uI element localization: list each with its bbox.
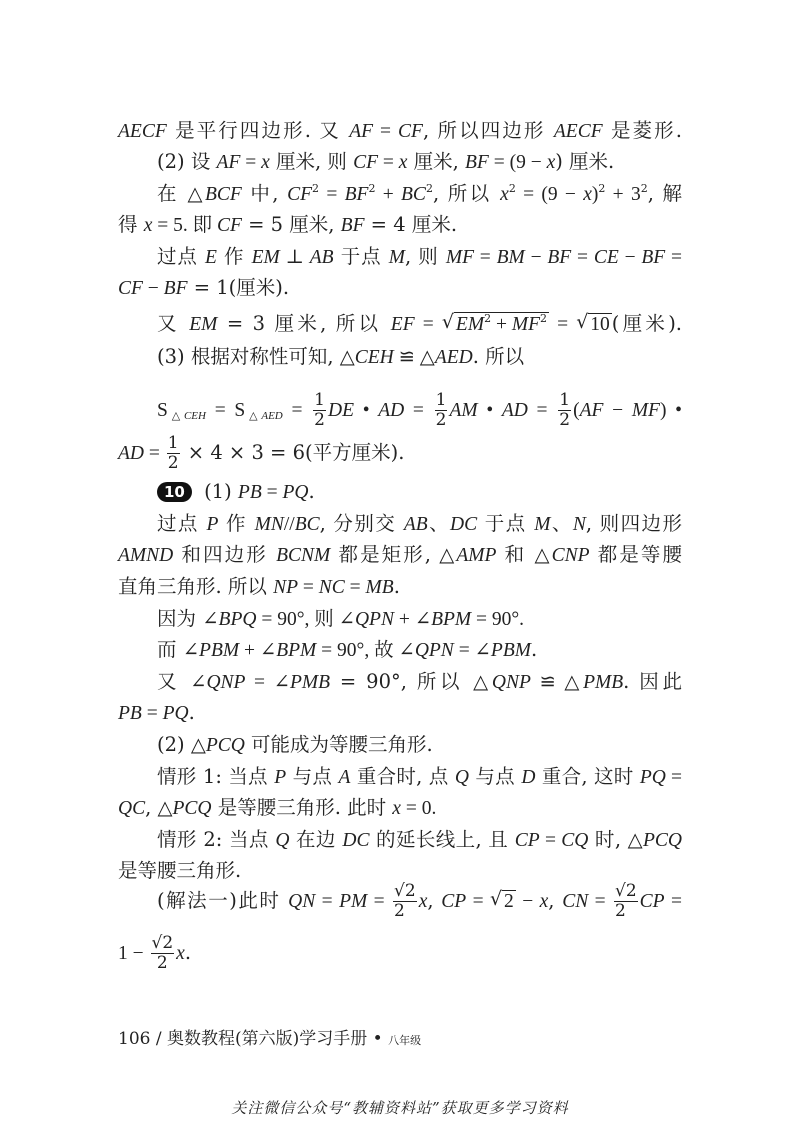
- math: =: [665, 767, 683, 788]
- math: = (9 −: [488, 152, 547, 173]
- book-title: 奥数教程(第六版)学习手册: [167, 1029, 368, 1049]
- math: −: [603, 400, 632, 421]
- math: D: [521, 767, 536, 788]
- math: AB: [403, 514, 428, 535]
- math: BPM: [276, 640, 317, 661]
- math: x: [143, 215, 153, 236]
- text: 重合时, 点: [350, 765, 455, 788]
- math: AF: [349, 121, 374, 142]
- fraction: [558, 391, 571, 430]
- math: =: [377, 152, 399, 173]
- text: 直角三角形. 所以: [118, 575, 274, 598]
- watermark-note: 关注微信公众号“教辅资料站”获取更多学习资料: [231, 1099, 569, 1117]
- subscript: △CEH: [167, 410, 206, 422]
- math: EM: [251, 247, 280, 268]
- text: 可能成为等腰三角形.: [244, 733, 433, 756]
- line-9: [118, 390, 682, 430]
- text: 得: [118, 213, 144, 236]
- text: × 4 × 3 = 6(平方厘米).: [181, 441, 405, 464]
- square-root: [491, 881, 516, 921]
- math: CNP: [551, 545, 590, 566]
- text: 、: [427, 512, 451, 535]
- math: QPN: [414, 640, 454, 661]
- math: S: [234, 400, 246, 421]
- math: AD: [118, 443, 144, 464]
- fraction: [167, 434, 180, 473]
- exponent: 2: [508, 182, 516, 195]
- exponent: 2: [425, 182, 433, 195]
- math: CP: [639, 891, 665, 912]
- exponent: 2: [312, 182, 320, 195]
- page-number: 106 /: [118, 1029, 162, 1049]
- math: x: [546, 152, 556, 173]
- text: (1): [197, 480, 238, 503]
- math: =: [373, 121, 399, 142]
- math: CF: [353, 152, 378, 173]
- text: 在 △: [157, 182, 205, 205]
- math: M: [388, 247, 405, 268]
- text: , 所以四边形: [422, 119, 554, 142]
- math: x: [583, 184, 592, 205]
- text: .: [188, 701, 195, 724]
- math: (: [573, 400, 580, 421]
- math: −: [142, 278, 164, 299]
- math: + ∠: [239, 640, 277, 661]
- exponent: 2: [598, 182, 606, 195]
- math: E: [205, 247, 217, 268]
- math: QNP: [206, 672, 246, 693]
- math: x: [392, 798, 401, 819]
- square-root: [443, 311, 549, 337]
- math: DC: [450, 514, 478, 535]
- text: = 1(厘米).: [187, 276, 290, 299]
- math: BF: [641, 247, 666, 268]
- line-24: [118, 881, 682, 921]
- numerator: 1: [314, 390, 325, 410]
- problem-number-badge: 10: [157, 482, 192, 502]
- math: =: [298, 577, 319, 598]
- text: = 5 厘米,: [241, 213, 341, 236]
- line-20: [118, 764, 682, 790]
- math: x: [398, 152, 408, 173]
- math: CN: [562, 891, 589, 912]
- math: BF: [340, 215, 365, 236]
- math: PQ: [162, 703, 189, 724]
- math: QC: [118, 798, 146, 819]
- math: 1 −: [118, 943, 149, 964]
- subscript: △AED: [245, 410, 283, 422]
- math: MF: [511, 314, 540, 335]
- math: QPN: [354, 609, 394, 630]
- math: CP: [441, 891, 467, 912]
- denominator: 2: [151, 953, 175, 973]
- line-19: [118, 732, 682, 758]
- math: S: [157, 400, 168, 421]
- math: CF: [398, 121, 423, 142]
- text: (2) 设: [157, 150, 217, 173]
- math: 10: [590, 314, 610, 335]
- math: +: [375, 184, 402, 205]
- exponent: 2: [368, 182, 376, 195]
- text: 过点: [157, 512, 207, 535]
- text: , 解: [647, 182, 683, 205]
- math: ) •: [659, 400, 682, 421]
- math: =: [319, 184, 345, 205]
- math: BCF: [204, 184, 242, 205]
- text: 与点: [286, 765, 339, 788]
- line-22: [118, 827, 682, 853]
- text: ,: [548, 889, 563, 912]
- text: 是等腰三角形.: [118, 859, 242, 882]
- line-13: [118, 542, 682, 568]
- text: 都是矩形, △: [330, 543, 457, 566]
- denominator: 2: [393, 901, 417, 921]
- math: •: [477, 400, 502, 421]
- line-7: [118, 311, 682, 337]
- math: ≌ △: [530, 672, 584, 693]
- math: CEH: [354, 347, 394, 368]
- math: AD: [501, 400, 528, 421]
- text: ,: [427, 889, 442, 912]
- denominator: 2: [314, 410, 325, 430]
- text: 情形 2: 当点: [157, 828, 276, 851]
- text: 中,: [241, 182, 288, 205]
- line-3: [118, 181, 682, 207]
- math: EM: [455, 314, 485, 335]
- math: N: [572, 514, 586, 535]
- numerator: √2: [615, 881, 637, 901]
- math: =: [548, 314, 577, 335]
- math: CF: [216, 215, 242, 236]
- math: =: [665, 247, 683, 268]
- math: DC: [342, 830, 370, 851]
- math: Q: [454, 767, 469, 788]
- text: , 则: [404, 245, 446, 268]
- math: PMB: [289, 672, 331, 693]
- line-14: [118, 574, 682, 600]
- numerator: √2: [151, 933, 174, 953]
- line-25: [118, 933, 682, 973]
- text: 和 △: [496, 543, 552, 566]
- math: QN: [288, 891, 316, 912]
- math: x: [418, 891, 428, 912]
- math: AM: [449, 400, 478, 421]
- line-1: [118, 118, 682, 144]
- math: ⊥: [279, 247, 310, 268]
- math: AD: [378, 400, 405, 421]
- math: P: [206, 514, 219, 535]
- numerator: 1: [167, 433, 179, 453]
- math: BF: [344, 184, 369, 205]
- math: ): [591, 184, 599, 205]
- math: x: [500, 184, 509, 205]
- denominator: 2: [559, 410, 571, 430]
- math: =: [240, 152, 262, 173]
- math: −: [524, 247, 548, 268]
- text: = 90°, 故 ∠: [316, 640, 415, 661]
- numerator: 1: [435, 390, 447, 410]
- math: + ∠: [393, 609, 432, 630]
- denominator: 2: [167, 453, 179, 473]
- text: 是平行四边形. 又: [166, 119, 350, 142]
- text: (解法一)此时: [157, 889, 289, 912]
- math: PBM: [199, 640, 240, 661]
- line-15: [118, 606, 682, 632]
- text: 情形 1: 当点: [157, 765, 275, 788]
- math: =: [144, 443, 165, 464]
- math: BC: [401, 184, 426, 205]
- denominator: 2: [435, 410, 447, 430]
- math: BF: [163, 278, 188, 299]
- text: , 所以: [432, 182, 501, 205]
- math: =: [141, 703, 163, 724]
- text: 厘米, 则: [269, 150, 354, 173]
- math: PCQ: [172, 798, 212, 819]
- math: CF: [118, 278, 143, 299]
- line-21: [118, 795, 682, 821]
- math: EM: [189, 314, 218, 335]
- text: 是等腰三角形. 此时: [211, 796, 393, 819]
- text: .: [308, 480, 315, 503]
- fraction: [435, 391, 448, 430]
- text: 于点: [333, 245, 389, 268]
- line-5: [118, 244, 682, 270]
- text: .: [530, 638, 538, 661]
- text: 过点: [157, 245, 205, 268]
- math: = (9 −: [515, 184, 584, 205]
- math: =: [473, 247, 497, 268]
- text: 在边: [289, 828, 343, 851]
- math: =: [539, 830, 562, 851]
- text: 时, △: [588, 828, 644, 851]
- math: PCQ: [643, 830, 683, 851]
- math: A: [338, 767, 351, 788]
- math: =: [261, 482, 283, 503]
- math: BM: [496, 247, 525, 268]
- math: ≌ △: [393, 347, 435, 368]
- math: = ∠: [453, 640, 491, 661]
- numerator: 1: [559, 390, 571, 410]
- text: 又: [157, 312, 190, 335]
- math: =: [571, 247, 594, 268]
- math: PQ: [282, 482, 309, 503]
- math: = 0.: [400, 798, 437, 819]
- text: .: [393, 575, 400, 598]
- math: x: [539, 891, 549, 912]
- math: x: [176, 943, 185, 964]
- square-root: [577, 311, 612, 337]
- math: x: [261, 152, 270, 173]
- math: +: [491, 314, 512, 335]
- grade-label: 八年级: [388, 1034, 422, 1047]
- text: 厘米,: [407, 150, 465, 173]
- text: 于点: [477, 512, 535, 535]
- text: 是菱形.: [602, 119, 682, 142]
- text: 、: [550, 512, 573, 535]
- line-2: [118, 149, 682, 175]
- text: , 分别交: [319, 512, 404, 535]
- text: , △: [145, 796, 173, 819]
- math: = 90°.: [471, 609, 525, 630]
- math: −: [515, 891, 540, 912]
- text: = 3 厘米, 所以: [217, 312, 391, 335]
- math: =: [315, 891, 340, 912]
- line-12: [118, 511, 682, 537]
- line-10: [118, 433, 682, 473]
- fraction: [313, 391, 326, 430]
- math: NP: [273, 577, 299, 598]
- math: =: [588, 891, 613, 912]
- math: BPM: [431, 609, 472, 630]
- text: . 所以: [472, 345, 525, 368]
- math: CP: [514, 830, 540, 851]
- line-6: [118, 275, 682, 301]
- math: AECF: [553, 121, 603, 142]
- text: 重合, 这时: [535, 765, 640, 788]
- text: , 则四边形: [585, 512, 682, 535]
- math: AF: [216, 152, 241, 173]
- math: AMP: [456, 545, 497, 566]
- text: 又 ∠: [157, 670, 207, 693]
- text: 都是等腰: [589, 543, 682, 566]
- math: //: [283, 514, 295, 535]
- text: = 90°, 则 ∠: [256, 609, 355, 630]
- text: = 5. 即: [152, 215, 217, 236]
- text: = 90°, 所以 △: [330, 670, 492, 693]
- fraction: [151, 934, 175, 973]
- separator: •: [367, 1029, 383, 1049]
- math: AECF: [118, 121, 167, 142]
- text: 作: [218, 512, 255, 535]
- math: AB: [309, 247, 334, 268]
- math: DE: [327, 400, 354, 421]
- math: NC: [318, 577, 345, 598]
- text: 而 ∠: [157, 638, 200, 661]
- fraction: [614, 882, 638, 921]
- math: CE: [593, 247, 619, 268]
- text: (3) 根据对称性可知, △: [157, 345, 355, 368]
- math: PB: [237, 482, 262, 503]
- math: PBM: [490, 640, 531, 661]
- math: Q: [275, 830, 290, 851]
- math: −: [618, 247, 642, 268]
- math: AED: [434, 347, 473, 368]
- text: . 因此: [623, 670, 682, 693]
- math: 2: [504, 891, 514, 912]
- math: PMB: [583, 672, 624, 693]
- math: =: [367, 891, 392, 912]
- text: (2) △: [157, 733, 206, 756]
- math: = ∠: [245, 672, 290, 693]
- text: (厘米).: [611, 312, 683, 335]
- math: QNP: [491, 672, 531, 693]
- math: =: [344, 577, 366, 598]
- denominator: 2: [614, 901, 638, 921]
- text: 作: [216, 245, 252, 268]
- math: =: [664, 891, 682, 912]
- math: AF: [579, 400, 604, 421]
- text: 因为 ∠: [157, 607, 219, 630]
- line-11: [118, 479, 682, 505]
- math: MB: [365, 577, 394, 598]
- math: CF: [287, 184, 313, 205]
- math: =: [414, 314, 442, 335]
- numerator: √2: [394, 881, 416, 901]
- text: ) 厘米.: [555, 150, 615, 173]
- math: =: [205, 400, 235, 421]
- math: =: [527, 400, 557, 421]
- math: MF: [445, 247, 474, 268]
- math: PCQ: [205, 735, 245, 756]
- line-16: [118, 637, 682, 663]
- text: 的延长线上, 且: [369, 828, 515, 851]
- text: = 4 厘米.: [364, 213, 458, 236]
- math: PB: [118, 703, 142, 724]
- exponent: 2: [640, 182, 648, 195]
- math: P: [274, 767, 287, 788]
- math: BF: [465, 152, 489, 173]
- math: •: [353, 400, 379, 421]
- math: BF: [547, 247, 572, 268]
- fraction: [393, 882, 417, 921]
- math: =: [282, 400, 312, 421]
- math: MF: [631, 400, 660, 421]
- line-4: [118, 212, 682, 238]
- text: 与点: [468, 765, 522, 788]
- exponent: 2: [484, 312, 492, 325]
- page-footer: [118, 1024, 421, 1049]
- math: CQ: [561, 830, 589, 851]
- math: + 3: [605, 184, 641, 205]
- math: =: [404, 400, 433, 421]
- math: MN: [254, 514, 284, 535]
- exponent: 2: [539, 312, 547, 325]
- line-17: [118, 669, 682, 695]
- text: 和四边形: [173, 543, 277, 566]
- line-18: [118, 700, 682, 726]
- math: BPQ: [218, 609, 257, 630]
- math: BCNM: [276, 545, 331, 566]
- math: PM: [339, 891, 368, 912]
- text: .: [184, 941, 192, 964]
- math: =: [466, 891, 491, 912]
- math: M: [534, 514, 551, 535]
- math: PQ: [639, 767, 666, 788]
- math: AMND: [118, 545, 174, 566]
- math: EF: [390, 314, 415, 335]
- line-8: [118, 344, 682, 370]
- math: BC: [294, 514, 320, 535]
